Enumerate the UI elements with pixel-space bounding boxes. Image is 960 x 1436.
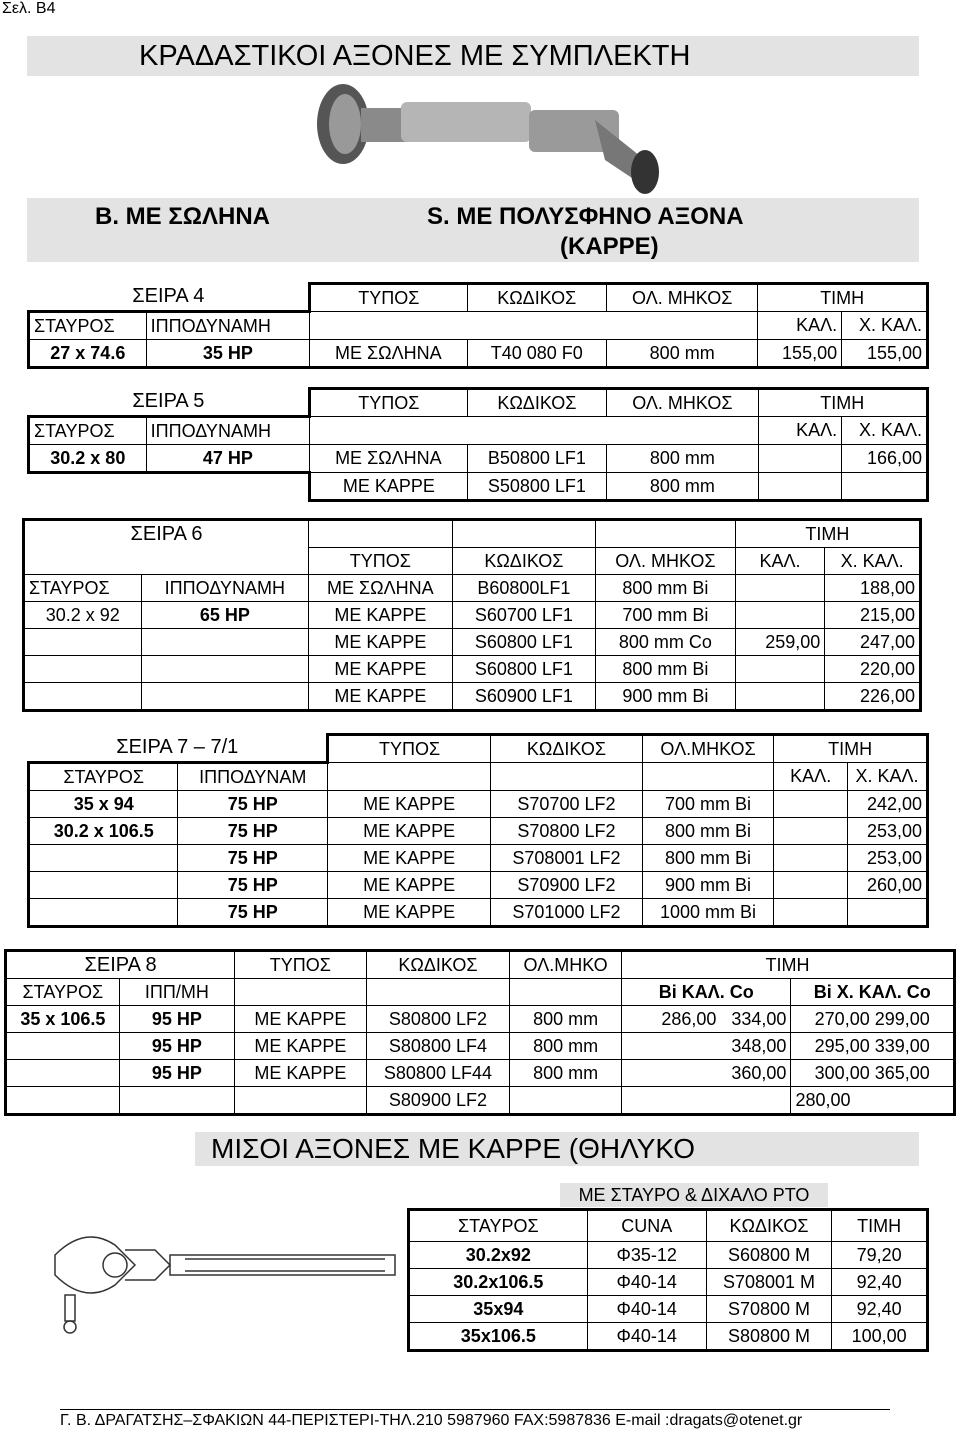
half-shaft-drawing [45, 1215, 405, 1345]
subtitle-b: B. ΜΕ ΣΩΛΗΝΑ [95, 203, 270, 230]
page-title: ΚΡΑΔΑΣΤΙΚΟΙ ΑΞΟΝΕΣ ΜΕ ΣΥΜΠΛΕΚΤΗ [27, 36, 919, 76]
subtitle-s: S. ΜΕ ΠΟΛΥΣΦΗΝΟ ΑΞΟΝΑ [427, 203, 744, 230]
series8-name: ΣΕΙΡΑ 8 [6, 951, 235, 979]
series7-name: ΣΕΙΡΑ 7 – 7/1 [29, 735, 328, 763]
series4-table: ΣΕΙΡΑ 4 ΤΥΠΟΣ ΚΩΔΙΚΟΣ ΟΛ. ΜΗΚΟΣ ΤΙΜΗ ΣΤΑΥΡΟΣ ΙΠΠΟΔΥΝΑΜΗ ΚΑΛ. Χ. ΚΑΛ. 27 x 74.6 35 HP ΜΕ ΣΩΛΗΝΑ T40 080 F0 800 mm 155,00 155,00 [27, 282, 929, 369]
half-shafts-table: ΣΤΑΥΡΟΣ CUNA ΚΩΔΙΚΟΣ ΤΙΜΗ 30.2x92 Φ35-12 S60800 M 79,20 30.2x106.5 Φ40-14 S708001 M 92,40 35x94 Φ40-14 S70800 M 92,40 35x106.5 Φ40-14 S80800 M 100,00 [407, 1208, 929, 1352]
subtitle-banner [27, 198, 919, 262]
pto-shaft-photo [305, 80, 675, 198]
series5-name: ΣΕΙΡΑ 5 [29, 389, 310, 417]
page-label: Σελ. B4 [2, 0, 56, 17]
series6-table: ΣΕΙΡΑ 6 ΤΙΜΗ ΤΥΠΟΣ ΚΩΔΙΚΟΣ ΟΛ. ΜΗΚΟΣ ΚΑΛ. Χ. ΚΑΛ. ΣΤΑΥΡΟΣ ΙΠΠΟΔΥΝΑΜΗ ΜΕ ΣΩΛΗΝΑ B60800LF1 800 mm Bi 188,00 30.2 x 92 65 HP ΜΕ ΚΑΡΡΕ S60700 LF1 700 mm Bi 215,00 ΜΕ ΚΑΡΡΕ S60800 LF1 800 mm Co 259,00 247,00 ΜΕ ΚΑΡΡΕ S60800 LF1 800 mm Bi 220,00 ΜΕ ΚΑΡΡΕ S60900 LF1 900 mm Bi 226,00 [22, 518, 922, 712]
series7-table: ΣΕΙΡΑ 7 – 7/1 ΤΥΠΟΣ ΚΩΔΙΚΟΣ ΟΛ.ΜΗΚΟΣ ΤΙΜΗ ΣΤΑΥΡΟΣ ΙΠΠΟΔΥΝΑΜ ΚΑΛ. Χ. ΚΑΛ. 35 x 94 75 HP ΜΕ ΚΑΡΡΕ S70700 LF2 700 mm Bi 242,00 30.2 x 106.5 75 HP ΜΕ ΚΑΡΡΕ S70800 LF2 800 mm Bi 253,00 75 HP ΜΕ ΚΑΡΡΕ S708001 LF2 800 mm Bi 253,00 75 HP ΜΕ ΚΑΡΡΕ S70900 LF2 900 mm Bi 260,00 75 HP ΜΕ ΚΑΡΡΕ S701000 LF2 1000 mm Bi [27, 733, 929, 928]
series4-name: ΣΕΙΡΑ 4 [29, 284, 310, 312]
footer-contact: Γ. Β. ΔΡΑΓΑΤΣΗΣ–ΣΦΑΚΙΩΝ 44-ΠΕΡΙΣΤΕΡΙ-ΤΗΛ.210 5987960 FAX:5987836 E-mail :dragats@otenet.gr [60, 1412, 803, 1429]
series8-table: ΣΕΙΡΑ 8 ΤΥΠΟΣ ΚΩΔΙΚΟΣ ΟΛ.ΜΗΚΟ ΤΙΜΗ ΣΤΑΥΡΟΣ ΙΠΠ/ΜΗ Bi ΚΑΛ. Co Bi Χ. ΚΑΛ. Co 35 x 106.5 95 HP ΜΕ ΚΑΡΡΕ S80800 LF2 800 mm 286,00 334,00 270,00 299,00 95 HP ΜΕ ΚΑΡΡΕ S80800 LF4 800 mm 348,00 295,00 339,00 95 HP ΜΕ ΚΑΡΡΕ S80800 LF44 800 mm 360,00 300,00 365,00 S80900 LF2 280,00 [4, 949, 956, 1116]
half-shafts-subtitle: ΜΕ ΣΤΑΥΡΟ & ΔΙΧΑΛΟ PTO [560, 1183, 828, 1207]
series6-name: ΣΕΙΡΑ 6 [24, 520, 309, 548]
series5-table: ΣΕΙΡΑ 5 ΤΥΠΟΣ ΚΩΔΙΚΟΣ ΟΛ. ΜΗΚΟΣ ΤΙΜΗ ΣΤΑΥΡΟΣ ΙΠΠΟΔΥΝΑΜΗ ΚΑΛ. Χ. ΚΑΛ. 30.2 x 80 47 HP ΜΕ ΣΩΛΗΝΑ B50800 LF1 800 mm 166,00 ΜΕ ΚΑΡΡΕ S50800 LF1 800 mm [27, 387, 929, 502]
footer-divider [60, 1409, 890, 1410]
subtitle-s2: (ΚΑΡΡΕ) [560, 233, 659, 260]
half-shafts-title: ΜΙΣΟΙ ΑΞΟΝΕΣ ΜΕ ΚΑΡΡΕ (ΘΗΛΥΚΟ [195, 1132, 919, 1166]
